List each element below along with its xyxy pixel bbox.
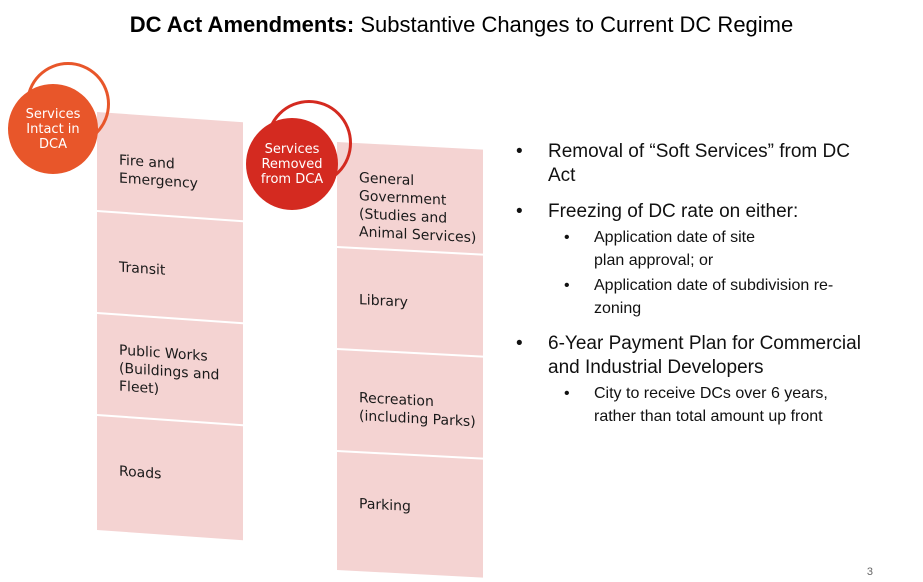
right-cell-3-line-1: Recreation: [359, 390, 434, 411]
right-cell-3-line-2: (including Parks): [359, 408, 476, 431]
right-cell-1-line-1: General: [359, 170, 415, 190]
services-removed-line-1: Services: [264, 141, 320, 157]
sub-bullet-subdivision: [516, 274, 916, 320]
sub-bullet-3-line-2: rather than total amount up front: [594, 408, 823, 425]
left-cell-3-line-1: Public Works: [119, 342, 208, 365]
right-cell-1-text: [359, 169, 477, 247]
bullet-2-line-1: • Freezing of DC rate on either:: [548, 201, 799, 222]
right-cell-1-line-2: Government: [359, 188, 447, 209]
page-number: 3: [866, 566, 873, 578]
sub-bullet-2-line-2: zoning: [594, 300, 642, 317]
right-cell-2-text: [359, 291, 477, 315]
left-cell-2: [97, 212, 243, 324]
left-cell-1-line-2: Emergency: [119, 170, 198, 193]
left-cell-3-line-3: Fleet): [119, 378, 160, 398]
left-cell-1-line-1: Fire and: [119, 152, 175, 173]
services-removed-circle: [240, 100, 360, 215]
services-intact-circle: [4, 62, 114, 177]
sub-bullet-site-plan: [516, 226, 916, 272]
left-cell-1-text: [119, 152, 237, 196]
left-cell-3-line-2: (Buildings and: [119, 360, 220, 384]
sub-bullet-six-years: [516, 382, 916, 428]
slide-title-bold: DC Act Amendments:: [129, 12, 355, 37]
left-cell-4: [97, 416, 243, 540]
bullet-3-line-2: and Industrial Developers: [548, 357, 764, 378]
changes-bullet-list: [516, 140, 916, 440]
left-cell-3-text: [119, 342, 237, 404]
right-cell-4-line-1: Parking: [359, 496, 411, 515]
services-removed-line-3: from DCA: [260, 171, 324, 187]
services-intact-panel: [97, 112, 243, 540]
bullet-payment-plan: [516, 332, 916, 428]
right-cell-4-text: [359, 495, 477, 519]
sub-bullet-1-line-1: • Application date of site: [594, 229, 755, 246]
bullet-soft-services: [516, 140, 916, 188]
left-cell-2-line-1: Transit: [119, 259, 166, 279]
left-cell-4-line-1: Roads: [119, 463, 162, 483]
services-removed-disk: [246, 118, 338, 210]
right-cell-1-line-3: (Studies and: [359, 206, 448, 227]
right-cell-2: [337, 248, 483, 358]
services-intact-disk: [8, 84, 98, 174]
sub-bullet-1-line-2: plan approval; or: [594, 252, 714, 269]
slide-title: [0, 12, 923, 38]
left-cell-2-text: [119, 259, 237, 285]
sub-bullet-3-line-1: • City to receive DCs over 6 years,: [594, 385, 828, 402]
slide-title-rest: Substantive Changes to Current DC Regime: [354, 12, 794, 37]
services-intact-line-2: Intact in: [26, 121, 80, 137]
left-cell-4-text: [119, 463, 237, 489]
bullet-freezing-dc-rate: [516, 200, 916, 320]
bullet-1-line-2: Act: [548, 165, 576, 186]
right-cell-3: [337, 350, 483, 460]
right-cell-2-line-1: Library: [359, 292, 408, 311]
left-cell-1: [97, 112, 243, 222]
bullet-1-line-1: • Removal of “Soft Services” from DC: [548, 141, 850, 162]
services-intact-line-3: DCA: [39, 136, 67, 152]
left-cell-3: [97, 314, 243, 426]
bullet-3-line-1: • 6-Year Payment Plan for Commercial: [548, 333, 861, 354]
services-removed-line-2: Removed: [261, 156, 323, 172]
right-cell-1-line-4: Animal Services): [359, 224, 477, 247]
right-cell-3-text: [359, 389, 477, 431]
services-intact-line-1: Services: [25, 106, 81, 122]
right-cell-4: [337, 452, 483, 578]
sub-bullet-2-line-1: • Application date of subdivision re-: [594, 277, 834, 294]
